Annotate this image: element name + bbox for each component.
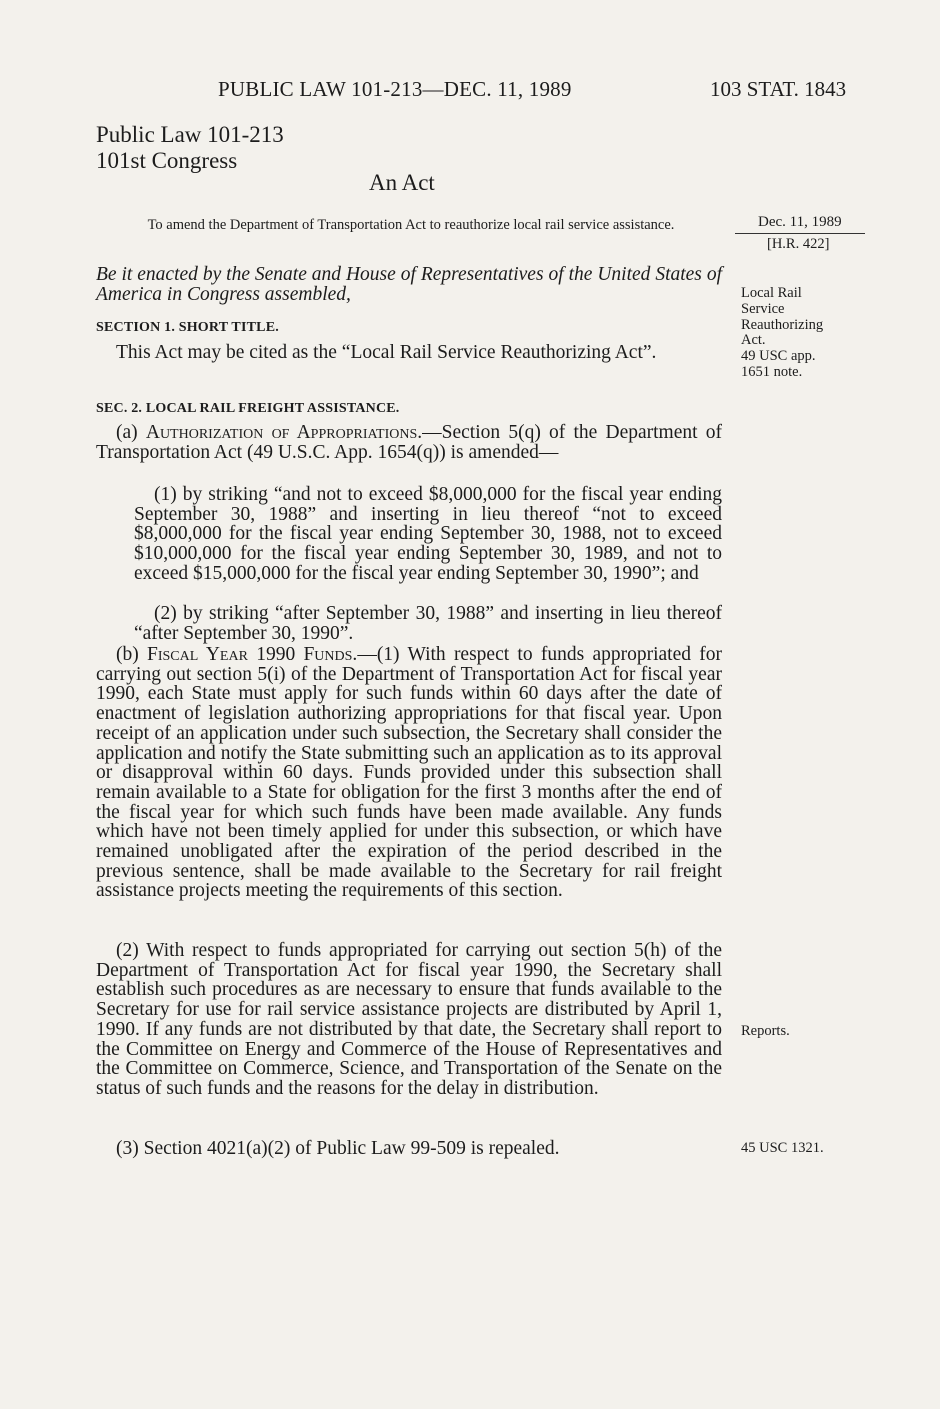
margin-note-line: Act. (741, 332, 766, 349)
subsection-a-heading: Authorization of Appropriations. (145, 422, 423, 443)
margin-note-line: 49 USC app. (741, 348, 816, 365)
margin-note-bill: [H.R. 422] (767, 236, 830, 252)
section-1-heading: SECTION 1. SHORT TITLE. (96, 320, 279, 335)
congress: 101st Congress (96, 148, 238, 173)
running-head: PUBLIC LAW 101-213—DEC. 11, 1989 (218, 77, 572, 101)
subsection-b-text: —(1) With respect to funds appropriated for carrying out section 5(i) of the Department of Transportation Act for fiscal year 1990, each State must apply for such funds within 60 days after the date of enactment of legislation authorizing appropriations for that fiscal year. Upon receipt of an application under such subsection, the Secretary shall consider the application and notify the State submitting such an application as to its approval or disapproval within 60 days. Funds provided under this subsection shall remain available to a State for obligation for the first 3 months after the end of the fiscal year for which such funds have been made available. Any funds which have not been timely applied for under this subsection, or which have remained unobligated after the expiration of the period described in the previous sentence, shall be made available to the Secretary for rail freight assistance projects meeting the requirements of this section. (96, 644, 722, 902)
margin-note-line: Local Rail (741, 285, 802, 301)
subsection-a-1: (1) by striking “and not to exceed $8,000,000 for the fiscal year ending September 30, 1988” and inserting in lieu thereof “not to exceed $8,000,000 for the fiscal year ending September 30, 1988, not to exceed $10,000,000 for the fiscal year ending September 30, 1989, and not to exceed $15,000,000 for the fiscal year ending September 30, 1990”; and (134, 484, 722, 584)
subsection-b-heading: Fiscal Year 1990 Funds. (147, 644, 358, 665)
margin-note-reports: Reports. (741, 1023, 790, 1039)
enacting-clause: Be it enacted by the Senate and House of Representatives of the United States of America in Congress assembled, (96, 264, 722, 305)
margin-note-line: Reauthorizing (741, 316, 824, 333)
subsection-b-label: (b) (116, 644, 139, 665)
subsection-a-text: —Section 5(q) of the Department of Transportation Act (49 U.S.C. App. 1654(q)) is amended— (96, 422, 722, 463)
margin-note-usc: 45 USC 1321. (741, 1140, 824, 1156)
act-heading: An Act (369, 170, 435, 195)
margin-note-date: Dec. 11, 1989 (758, 214, 842, 230)
subsection-b-3: (3) Section 4021(a)(2) of Public Law 99-509 is repealed. (116, 1138, 560, 1159)
margin-note-line: Service (741, 300, 785, 317)
long-title: To amend the Department of Transportation Act to reauthorize local rail service assistance. (147, 217, 675, 233)
subsection-b (96, 645, 722, 901)
stat-reference: 103 STAT. 1843 (710, 77, 847, 101)
subsection-b-2: (2) With respect to funds appropriated for carrying out section 5(h) of the Department of Transportation Act for fiscal year 1990, the Secretary shall establish such procedures as are necessary to ensure that funds available to the Secretary for use for rail service assistance projects are distributed by April 1, 1990. If any funds are not distributed by that date, the Secretary shall report to the Committee on Energy and Commerce of the House of Representatives and the Committee on Commerce, Science, and Transportation of the Senate on the status of such funds and the reasons for the delay in distribution. (96, 940, 722, 1099)
subsection-a-2: (2) by striking “after September 30, 1988” and inserting in lieu thereof “after September 30, 1990”. (134, 603, 722, 644)
law-number: Public Law 101-213 (96, 122, 284, 147)
subsection-a (96, 423, 722, 462)
margin-note-line: 1651 note. (741, 363, 803, 380)
margin-note-short-title (741, 286, 823, 381)
margin-note-rule (735, 233, 865, 234)
section-2-heading: SEC. 2. LOCAL RAIL FREIGHT ASSISTANCE. (96, 401, 400, 416)
subsection-a-label: (a) (116, 422, 138, 443)
section-1-text: This Act may be cited as the “Local Rail Service Reauthorizing Act”. (116, 342, 657, 363)
